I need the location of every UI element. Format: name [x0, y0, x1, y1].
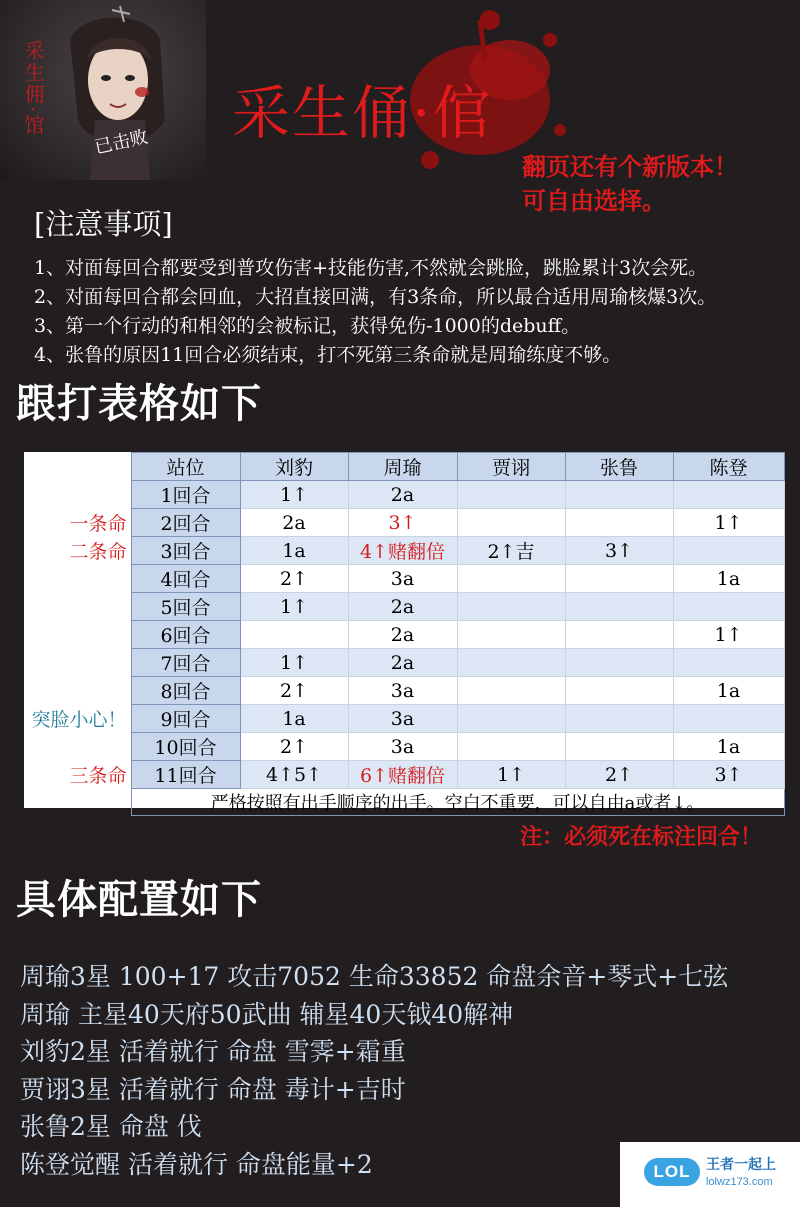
row-label — [24, 733, 131, 761]
table-cell: 2a — [348, 649, 457, 677]
table-cell: 3a — [348, 565, 457, 593]
watermark-url: lolwz173.com — [706, 1176, 773, 1188]
table-cell: 1↑ — [240, 593, 348, 621]
row-label: 一条命 — [69, 513, 127, 535]
table-cell: 2a — [348, 621, 457, 649]
table-cell: 3a — [348, 705, 457, 733]
table-cell: 4↑5↑ — [240, 761, 348, 789]
must-die-note: 注：必须死在标注回合！ — [520, 824, 763, 850]
note-item: 2、对面每回合都会回血，大招直接回满，有3条命，所以最合适用周瑜核爆3次。 — [34, 286, 717, 308]
table-cell — [457, 705, 565, 733]
column-header: 张鲁 — [565, 453, 673, 481]
notes-heading: [注意事项] — [34, 207, 173, 241]
table-row — [24, 481, 784, 509]
turn-cell: 5回合 — [131, 593, 240, 621]
turn-cell: 4回合 — [131, 565, 240, 593]
column-header: 贾诩 — [457, 453, 565, 481]
note-item: 4、张鲁的原因11回合必须结束，打不死第三条命就是周瑜练度不够。 — [34, 344, 622, 366]
table-row — [24, 677, 784, 705]
config-line: 张鲁2星 命盘 伐 — [20, 1112, 202, 1141]
turn-table — [24, 452, 785, 816]
table-cell — [457, 593, 565, 621]
config-heading: 具体配置如下 — [16, 876, 262, 923]
table-row — [24, 509, 784, 537]
table-cell: 4↑赌翻倍 — [348, 537, 457, 565]
row-label — [24, 565, 131, 593]
row-label: 二条命 — [69, 541, 127, 563]
turn-cell: 3回合 — [131, 537, 240, 565]
table-cell: 1a — [673, 733, 784, 761]
table-cell — [565, 509, 673, 537]
boss-portrait — [0, 0, 206, 180]
page-title: 采生俑·倌 — [232, 79, 493, 147]
table-cell — [565, 621, 673, 649]
defeated-stamp: 已击败 — [92, 126, 150, 159]
row-label: 突脸小心！ — [31, 709, 127, 731]
table-heading: 跟打表格如下 — [16, 380, 262, 427]
table-row — [24, 733, 784, 761]
table-cell — [457, 509, 565, 537]
table-cell — [673, 649, 784, 677]
table-cell — [457, 733, 565, 761]
table-row — [24, 537, 784, 565]
turn-order-table — [24, 452, 784, 814]
turn-cell: 6回合 — [131, 621, 240, 649]
config-line: 贾诩3星 活着就行 命盘 毒计+吉时 — [20, 1074, 406, 1104]
table-footer: 严格按照有出手顺序的出手。空白不重要，可以自由a或者↓。 — [131, 789, 784, 816]
table-cell: 1a — [240, 537, 348, 565]
column-header: 周瑜 — [348, 453, 457, 481]
table-row — [24, 649, 784, 677]
table-cell — [565, 733, 673, 761]
table-row — [24, 705, 784, 733]
table-cell: 1↑ — [240, 649, 348, 677]
notes-list — [34, 254, 794, 370]
turn-cell: 1回合 — [131, 481, 240, 509]
table-header-row — [24, 453, 784, 481]
column-header: 刘豹 — [240, 453, 348, 481]
turn-cell: 8回合 — [131, 677, 240, 705]
table-cell — [673, 537, 784, 565]
lol-logo: LOL — [644, 1158, 700, 1186]
config-line: 周瑜 主星40天府50武曲 辅星40天钺40解神 — [20, 999, 514, 1029]
config-line: 周瑜3星 100+17 攻击7052 生命33852 命盘余音+琴式+七弦 — [20, 962, 729, 991]
table-row — [24, 621, 784, 649]
note-item: 3、第一个行动的和相邻的会被标记，获得免伤-1000的debuff。 — [34, 315, 581, 337]
table-cell: 1a — [673, 677, 784, 705]
column-header: 陈登 — [673, 453, 784, 481]
table-cell — [457, 565, 565, 593]
turn-cell: 7回合 — [131, 649, 240, 677]
table-cell — [673, 705, 784, 733]
flip-page-note — [522, 150, 738, 218]
table-cell: 1a — [240, 705, 348, 733]
table-row — [24, 593, 784, 621]
table-cell: 3a — [348, 733, 457, 761]
portrait-side-text: 采生佣·馆 — [21, 40, 45, 137]
table-cell: 6↑赌翻倍 — [348, 761, 457, 789]
row-label — [24, 593, 131, 621]
flip-note-line-2: 可自由选择。 — [522, 186, 666, 215]
table-cell — [457, 677, 565, 705]
table-cell: 2↑ — [240, 677, 348, 705]
table-cell: 1↑ — [673, 621, 784, 649]
row-label — [24, 481, 131, 509]
table-cell: 3a — [348, 677, 457, 705]
table-cell: 1↑ — [457, 761, 565, 789]
turn-cell: 9回合 — [131, 705, 240, 733]
table-cell — [673, 593, 784, 621]
table-cell: 3↑ — [565, 537, 673, 565]
table-row — [24, 761, 784, 789]
table-cell: 2a — [240, 509, 348, 537]
table-cell: 2↑ — [240, 565, 348, 593]
table-cell: 3↑ — [673, 761, 784, 789]
table-row — [24, 565, 784, 593]
table-cell: 2a — [348, 481, 457, 509]
table-cell: 2↑吉 — [457, 537, 565, 565]
row-label — [24, 621, 131, 649]
turn-cell: 10回合 — [131, 733, 240, 761]
table-cell — [565, 705, 673, 733]
row-label — [24, 677, 131, 705]
table-cell — [565, 481, 673, 509]
row-label — [24, 649, 131, 677]
turn-cell: 11回合 — [131, 761, 240, 789]
table-cell — [457, 649, 565, 677]
column-header: 站位 — [131, 453, 240, 481]
table-cell — [565, 565, 673, 593]
table-cell: 1↑ — [240, 481, 348, 509]
header-spacer — [24, 453, 131, 481]
turn-cell: 2回合 — [131, 509, 240, 537]
note-item: 1、对面每回合都要受到普攻伤害+技能伤害,不然就会跳脸，跳脸累计3次会死。 — [34, 257, 708, 279]
table-footer-row — [24, 789, 784, 816]
site-watermark — [620, 1142, 800, 1207]
config-line: 陈登觉醒 活着就行 命盘能量+2 — [20, 1149, 373, 1179]
row-label: 三条命 — [69, 765, 127, 787]
table-cell: 1↑ — [673, 509, 784, 537]
table-cell — [565, 677, 673, 705]
table-cell: 2↑ — [240, 733, 348, 761]
footer-spacer — [24, 789, 131, 816]
table-cell — [565, 649, 673, 677]
table-cell — [565, 593, 673, 621]
table-cell: 1a — [673, 565, 784, 593]
table-cell — [457, 621, 565, 649]
config-line: 刘豹2星 活着就行 命盘 雪霁+霜重 — [20, 1037, 406, 1066]
watermark-name: 王者一起上 — [706, 1156, 776, 1172]
table-cell — [457, 481, 565, 509]
flip-note-line-1: 翻页还有个新版本！ — [522, 152, 738, 181]
table-cell: 2↑ — [565, 761, 673, 789]
table-cell — [240, 621, 348, 649]
table-cell — [673, 481, 784, 509]
table-cell: 3↑ — [348, 509, 457, 537]
table-cell: 2a — [348, 593, 457, 621]
